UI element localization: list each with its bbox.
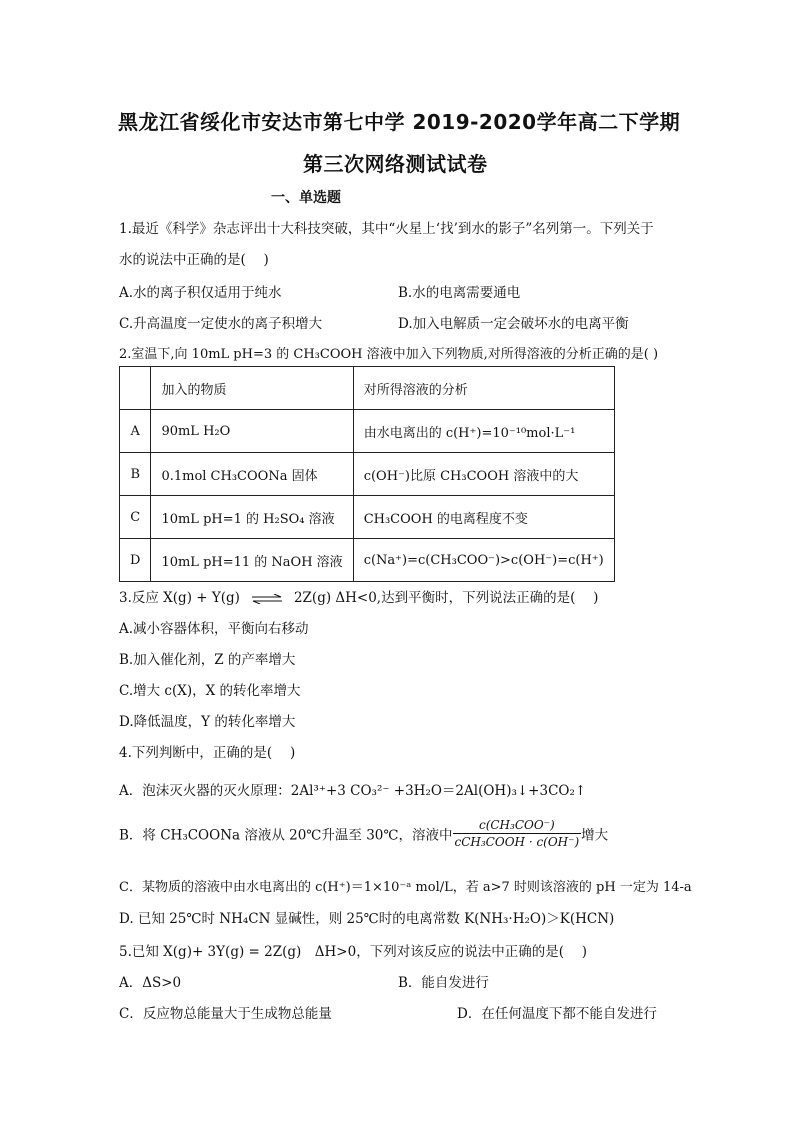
- q2-table: [119, 366, 615, 582]
- q5-stem: 5.已知 X(g)+ 3Y(g) = 2Z(g) ΔH>0，下列对该反应的说法中正确的是( ): [119, 944, 588, 960]
- q1-option-c: C.升高温度一定使水的离子积增大: [119, 316, 323, 332]
- table-cell: D: [120, 539, 151, 582]
- table-cell: c(OH⁻)比原 CH₃COOH 溶液中的大: [353, 453, 614, 496]
- table-cell: 10mL pH=11 的 NaOH 溶液: [151, 539, 353, 582]
- table-row: [120, 410, 615, 453]
- q3-option-a: A.减小容器体积，平衡向右移动: [119, 621, 309, 637]
- q1-option-d: D.加入电解质一定会破坏水的电离平衡: [398, 316, 629, 332]
- q3-stem-right: 2Z(g) ΔH<0,达到平衡时，下列说法正确的是( ): [293, 590, 599, 606]
- q2-stem: 2.室温下,向 10mL pH=3 的 CH₃COOH 溶液中加入下列物质,对所得溶液的分析正确的是( ): [119, 347, 659, 362]
- q1-option-a: A.水的离子积仅适用于纯水: [119, 285, 282, 301]
- q4-option-b-text: B．将 CH₃COONa 溶液从 20℃升温至 30℃，溶液中: [119, 827, 453, 844]
- q3-stem: [119, 586, 598, 606]
- q5-option-b: B．能自发进行: [398, 975, 489, 991]
- q3-option-c: C.增大 c(X)，X 的转化率增大: [119, 683, 301, 699]
- fraction-numerator: c(CH₃COO⁻): [453, 818, 582, 834]
- table-cell: 90mL H₂O: [151, 410, 353, 453]
- table-row: [120, 453, 615, 496]
- table-header-cell: 加入的物质: [151, 367, 353, 410]
- q4-stem: 4.下列判断中，正确的是( ): [119, 745, 296, 761]
- table-cell: 10mL pH=1 的 H₂SO₄ 溶液: [151, 496, 353, 539]
- q4-option-b: [119, 818, 608, 849]
- q4-option-c: C．某物质的溶液中由水电离出的 c(H⁺)＝1×10⁻ᵃ mol/L，若 a>7 时则该溶液的 pH 一定为 14-a: [119, 880, 692, 895]
- q5-option-a: A．ΔS>0: [119, 975, 182, 991]
- q4-option-a: A．泡沫灭火器的灭火原理：2Al³⁺+3 CO₃²⁻ +3H₂O＝2Al(OH)₃↓+3CO₂↑: [119, 783, 587, 799]
- equilibrium-arrow-icon: [252, 594, 282, 604]
- section-heading: 一、单选题: [271, 190, 341, 206]
- table-row: [120, 539, 615, 582]
- q5-option-c: C．反应物总能量大于生成物总能量: [119, 1006, 332, 1022]
- table-cell: CH₃COOH 的电离程度不变: [353, 496, 614, 539]
- table-cell: A: [120, 410, 151, 453]
- q1-stem-line2: 水的说法中正确的是( ): [119, 252, 269, 268]
- q4-option-b-suffix: 增大: [581, 827, 609, 844]
- table-cell: 由水电离出的 c(H⁺)=10⁻¹⁰mol·L⁻¹: [353, 410, 614, 453]
- page-title-line1: 黑龙江省绥化市安达市第七中学 2019-2020学年高二下学期: [118, 110, 681, 134]
- q4-option-b-fraction: [453, 818, 582, 849]
- q4-option-d: D. 已知 25℃时 NH₄CN 显碱性，则 25℃时的电离常数 K(NH₃·H₂O)＞K(HCN): [119, 911, 615, 927]
- q3-stem-left: 3.反应 X(g) + Y(g): [119, 590, 240, 606]
- table-cell: c(Na⁺)=c(CH₃COO⁻)>c(OH⁻)=c(H⁺): [353, 539, 614, 582]
- fraction-denominator: cCH₃COOH · c(OH⁻): [454, 835, 580, 849]
- table-cell: [120, 367, 151, 410]
- table-header-row: [120, 367, 615, 410]
- table-header-cell: 对所得溶液的分析: [353, 367, 614, 410]
- q3-option-b: B.加入催化剂，Z 的产率增大: [119, 652, 296, 668]
- q5-option-d: D．在任何温度下都不能自发进行: [457, 1006, 657, 1022]
- table-row: [120, 496, 615, 539]
- q3-option-d: D.降低温度，Y 的转化率增大: [119, 714, 296, 730]
- q1-option-b: B.水的电离需要通电: [398, 285, 521, 301]
- table-cell: C: [120, 496, 151, 539]
- table-cell: B: [120, 453, 151, 496]
- table-cell: 0.1mol CH₃COONa 固体: [151, 453, 353, 496]
- page-title-line2: 第三次网络测试试卷: [303, 152, 488, 176]
- q1-stem-line1: 1.最近《科学》杂志评出十大科技突破，其中“火星上‘找’到水的影子”名列第一。下列关于: [119, 221, 654, 237]
